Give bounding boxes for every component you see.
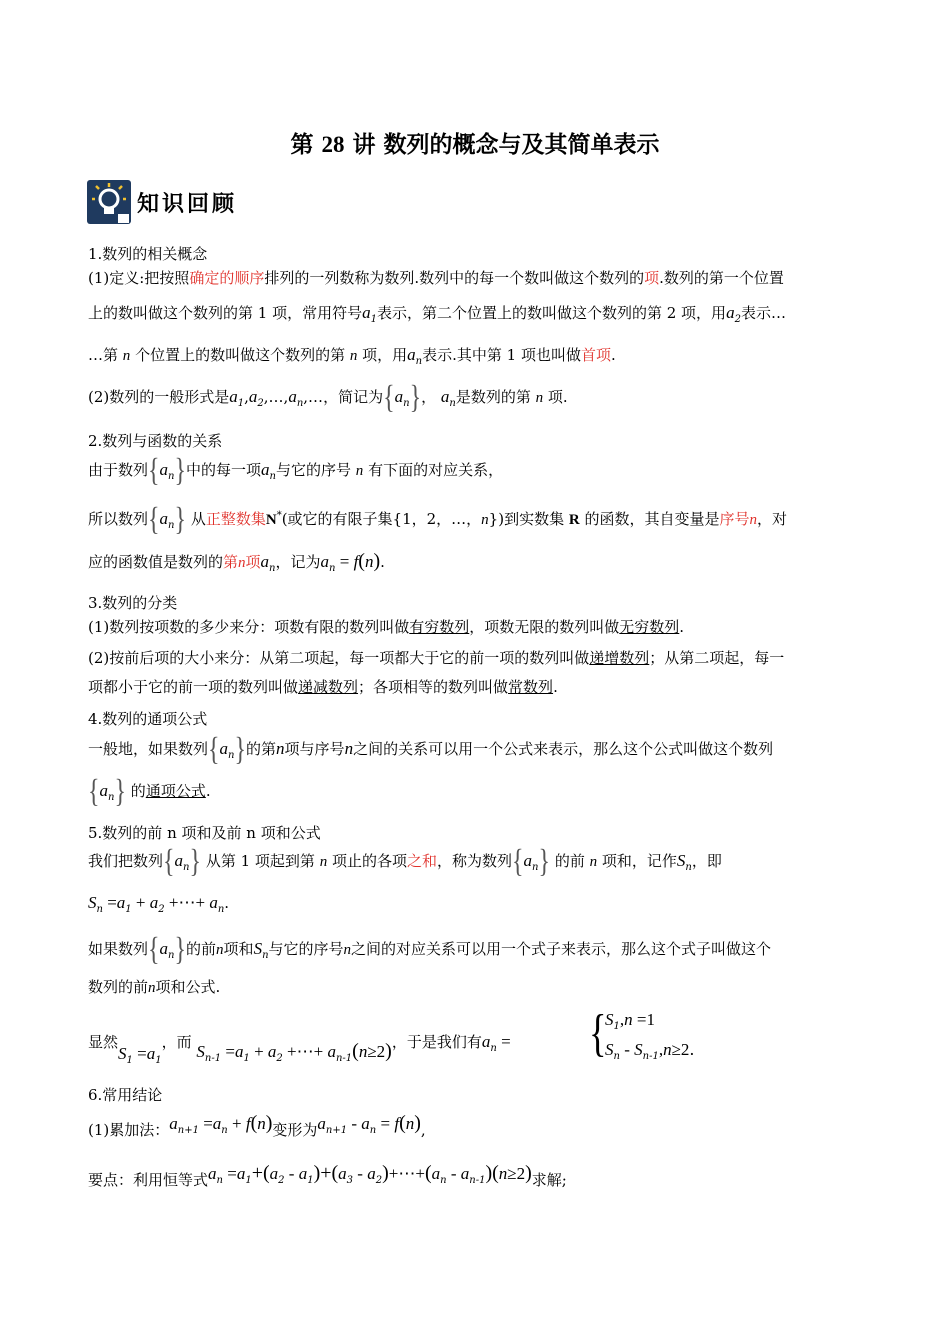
s3-line1: (1)数列按项数的多少来分：项数有限的数列叫做有穷数列，项数无限的数列叫做无穷数列. (88, 618, 685, 636)
s4-line1: 一般地，如果数列$\{a_n\}$的第n项与序号n之间的关系可以用一个公式来表示，那么这个公式叫做这个数列 (88, 732, 774, 768)
s3-line2: (2)按前后项的大小来分：从第二项起，每一项都大于它的前一项的数列叫做递增数列；从第二项起，每一 (88, 649, 785, 667)
s6-line2: 要点：利用恒等式$a_n =a_1+(a_2 - a_1)+(a_3$ - $a_2)+\cdots+(a_n - a_{n-1})(n\ge 2)$求解; (88, 1162, 567, 1189)
knowledge-review-badge (87, 178, 237, 226)
s5-line2: $S_n =a_1 + a_2$ +⋯+ $a_n$. (88, 893, 230, 915)
badge-label: 知识回顾 (137, 191, 238, 217)
s5-line5: 显然$S_1 =a_1$，而 $S_{n-1} =a_1 + a_2$ +⋯+ $a_{n-1}(n\ge 2)$，于是我们有$a_n$ = (88, 1032, 511, 1066)
s2-line1: 由于数列$\{a_n\}$中的每一项$a_n$与它的序号 n 有下面的对应关系， (88, 453, 504, 489)
s1-heading: 1.数列的相关概念 (88, 245, 208, 263)
s1-line3: …第 n 个位置上的数叫做这个数列的第 n 项，用$a_n$表示.其中第 1 项也叫做首项. (88, 345, 616, 367)
piecewise-formula: { $S_1,n =1$ $S_n - S_{n-1},n\ge 2$. (589, 1005, 695, 1063)
s3-line3: 项都小于它的前一项的数列叫做递减数列；各项相等的数列叫做常数列. (88, 678, 558, 696)
s4-line2: $\{a_n\}$ 的通项公式. (88, 774, 211, 810)
s5-line3: 如果数列$\{a_n\}$的前n项和$S_n$与它的序号n之间的对应关系可以用一个式子来表示，那么这个式子叫做这个 (88, 932, 772, 968)
s3-heading: 3.数列的分类 (88, 594, 178, 612)
s4-heading: 4.数列的通项公式 (88, 710, 208, 728)
s2-heading: 2.数列与函数的关系 (88, 432, 223, 450)
s6-heading: 6.常用结论 (88, 1086, 163, 1104)
s6-line1: (1)累加法：$a_{n+1} =a_n + f(n)$变形为$a_{n+1} - a_n = f(n)$, (88, 1112, 426, 1139)
s1-line2: 上的数叫做这个数列的第 1 项，常用符号$a_1$表示，第二个位置上的数叫做这个数列的第 2 项，用$a_2$表示… (88, 303, 786, 325)
s5-line1: 我们把数列$\{a_n\}$ 从第 1 项起到第 n 项止的各项之和，称为数列$\{a_n\}$ 的前 n 项和，记作$S_n$，即 (88, 844, 722, 880)
s5-heading: 5.数列的前 n 项和及前 n 项和公式 (88, 824, 321, 842)
s2-line3: 应的函数值是数列的第n项$a_n$，记为$a_n = f(n)$. (88, 550, 385, 574)
s2-line2: 所以数列$\{a_n\}$ 从正整数集N*(或它的有限子集{1，2，…，n})到实数集 R 的函数，其自变量是序号n，对 (88, 502, 788, 538)
s1-line1: (1)定义:把按照确定的顺序排列的一列数称为数列.数列中的每一个数叫做这个数列的项.数列的第一个位置 (88, 269, 784, 287)
s1-line4: (2)数列的一般形式是$a_1,a_2,\dots,a_n,\dots$，简记为$\{a_n\}$， $a_n$是数列的第 n 项. (88, 380, 568, 416)
s5-line4: 数列的前n项和公式. (88, 978, 221, 996)
page-title: 第 28 讲 数列的概念与及其简单表示 (290, 132, 660, 158)
lightbulb-icon (87, 180, 131, 224)
